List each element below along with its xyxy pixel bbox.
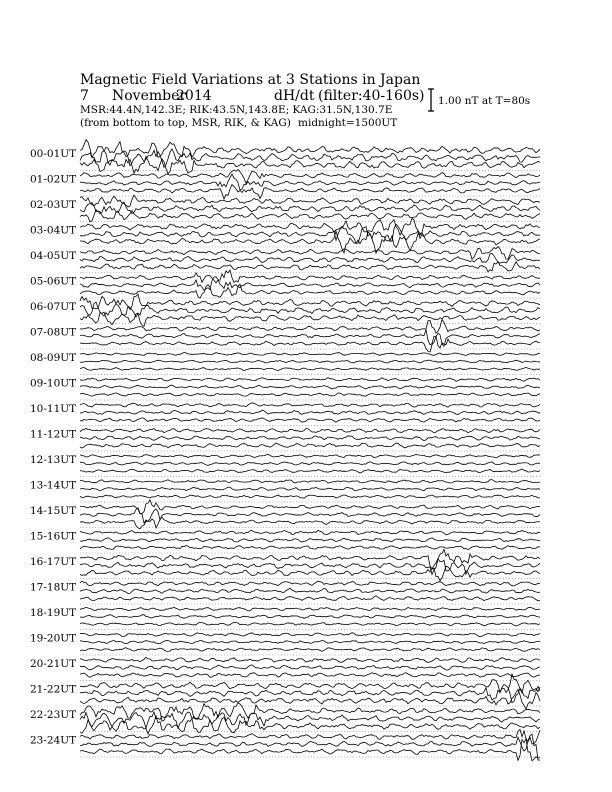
- hour-row-19-20UT: [30, 633, 540, 656]
- hour-label: 08-09UT: [30, 352, 77, 364]
- hour-row-17-18UT: [30, 581, 540, 604]
- hour-row-09-10UT: [30, 378, 540, 401]
- trace-kag: [80, 500, 540, 514]
- trace-rik: [80, 302, 540, 317]
- trace-msr: [80, 185, 540, 199]
- trace-kag: [80, 480, 540, 483]
- hour-label: 11-12UT: [30, 428, 77, 441]
- hour-label: 14-15UT: [30, 505, 77, 517]
- trace-msr: [80, 443, 540, 448]
- trace-kag: [80, 607, 540, 611]
- trace-msr: [80, 739, 540, 761]
- hour-row-01-02UT: [30, 170, 540, 199]
- trace-kag: [80, 195, 540, 207]
- trace-msr: [80, 284, 540, 298]
- hour-label: 23-24UT: [30, 734, 77, 747]
- hour-label: 13-14UT: [30, 479, 77, 492]
- hour-label: 04-05UT: [30, 250, 77, 262]
- trace-kag: [80, 319, 540, 333]
- hour-label: 09-10UT: [30, 377, 77, 390]
- hour-label: 00-01UT: [30, 148, 77, 160]
- trace-rik: [80, 665, 540, 670]
- hour-label: 17-18UT: [30, 581, 77, 594]
- trace-msr: [80, 596, 540, 601]
- hour-row-10-11UT: [30, 403, 540, 426]
- trace-kag: [80, 549, 540, 569]
- trace-rik: [80, 712, 540, 728]
- hour-label: 03-04UT: [30, 224, 77, 237]
- trace-msr: [80, 210, 540, 222]
- hour-row-21-22UT: [30, 674, 540, 709]
- hour-label: 20-21UT: [30, 658, 77, 670]
- trace-msr: [80, 418, 540, 423]
- hour-row-13-14UT: [30, 480, 540, 503]
- hour-row-00-01UT: [30, 140, 540, 174]
- hour-row-07-08UT: [30, 319, 540, 352]
- trace-rik: [80, 734, 540, 760]
- midnight-note: midnight=1500UT: [298, 117, 398, 129]
- hour-row-23-24UT: [30, 730, 540, 761]
- hour-row-05-06UT: [30, 270, 540, 298]
- trace-msr: [80, 336, 540, 352]
- hour-row-02-03UT: [30, 195, 540, 222]
- hour-row-22-23UT: [30, 703, 540, 734]
- trace-msr: [80, 495, 540, 498]
- trace-rik: [80, 202, 540, 214]
- hour-label: 19-20UT: [30, 632, 77, 645]
- trace-rik: [80, 588, 540, 593]
- trace-rik: [80, 487, 540, 491]
- hour-label: 07-08UT: [30, 326, 77, 339]
- trace-rik: [80, 385, 540, 389]
- trace-rik: [80, 360, 540, 363]
- trace-kag: [80, 454, 540, 457]
- hour-row-03-04UT: [30, 218, 540, 253]
- scale-bar: [428, 89, 434, 111]
- hour-label: 22-23UT: [30, 709, 77, 721]
- hour-label: 21-22UT: [30, 683, 77, 696]
- trace-rik: [80, 640, 540, 643]
- trace-kag: [80, 674, 540, 693]
- hour-label: 01-02UT: [30, 173, 77, 186]
- trace-kag: [80, 378, 540, 382]
- trace-kag: [80, 270, 540, 283]
- hour-row-14-15UT: [30, 500, 540, 529]
- trace-msr: [80, 517, 540, 529]
- trace-kag: [80, 352, 540, 355]
- trace-rik: [80, 685, 540, 703]
- trace-msr: [80, 393, 540, 396]
- hour-label: 10-11UT: [30, 403, 77, 415]
- trace-kag: [80, 140, 540, 158]
- hour-label: 05-06UT: [30, 275, 77, 288]
- filter-label: (filter:40-160s): [318, 88, 425, 104]
- hour-row-20-21UT: [30, 657, 540, 680]
- trace-rik: [80, 277, 540, 291]
- trace-rik: [80, 436, 540, 441]
- trace-msr: [80, 673, 540, 678]
- date-month: November: [112, 88, 187, 104]
- chart-title: Magnetic Field Variations at 3 Stations in Japan: [80, 72, 421, 88]
- trace-msr: [80, 367, 540, 370]
- hour-row-06-07UT: [30, 294, 540, 326]
- trace-rik: [80, 538, 540, 542]
- hour-label: 16-17UT: [30, 556, 77, 568]
- trace-rik: [80, 410, 540, 415]
- trace-kag: [80, 530, 540, 534]
- quantity-label: dH/dt: [274, 88, 315, 104]
- trace-msr: [80, 546, 540, 550]
- hour-row-18-19UT: [30, 607, 540, 630]
- date-year: 2014: [176, 88, 212, 104]
- hour-label: 18-19UT: [30, 607, 77, 619]
- trace-msr: [80, 312, 540, 326]
- hour-row-15-16UT: [30, 530, 540, 553]
- hour-rows: [30, 140, 540, 761]
- trace-kag: [80, 633, 540, 637]
- hour-row-08-09UT: [30, 352, 540, 375]
- hour-label: 12-13UT: [30, 454, 77, 466]
- hour-label: 02-03UT: [30, 199, 77, 211]
- hour-label: 15-16UT: [30, 530, 77, 543]
- hour-label: 06-07UT: [30, 301, 77, 313]
- scale-label: 1.00 nT at T=80s: [438, 95, 531, 107]
- trace-kag: [80, 403, 540, 408]
- stations-label: MSR:44.4N,142.3E; RIK:43.5N,143.8E; KAG:31.5N,130.7E: [80, 104, 393, 116]
- trace-rik: [80, 615, 540, 619]
- hour-row-12-13UT: [30, 454, 540, 477]
- trace-msr: [80, 469, 540, 473]
- hour-row-16-17UT: [30, 549, 540, 581]
- trace-kag: [80, 657, 540, 662]
- trace-kag: [80, 428, 540, 433]
- trace-rik: [80, 462, 540, 466]
- hour-row-11-12UT: [30, 428, 540, 451]
- trace-rik: [80, 508, 540, 523]
- trace-msr: [80, 648, 540, 652]
- date-day: 7: [80, 88, 89, 104]
- order-note: (from bottom to top, MSR, RIK, & KAG): [80, 117, 291, 129]
- trace-msr: [80, 622, 540, 626]
- trace-msr: [80, 262, 540, 272]
- hour-row-04-05UT: [30, 247, 540, 273]
- trace-kag: [80, 581, 540, 586]
- trace-kag: [80, 247, 540, 260]
